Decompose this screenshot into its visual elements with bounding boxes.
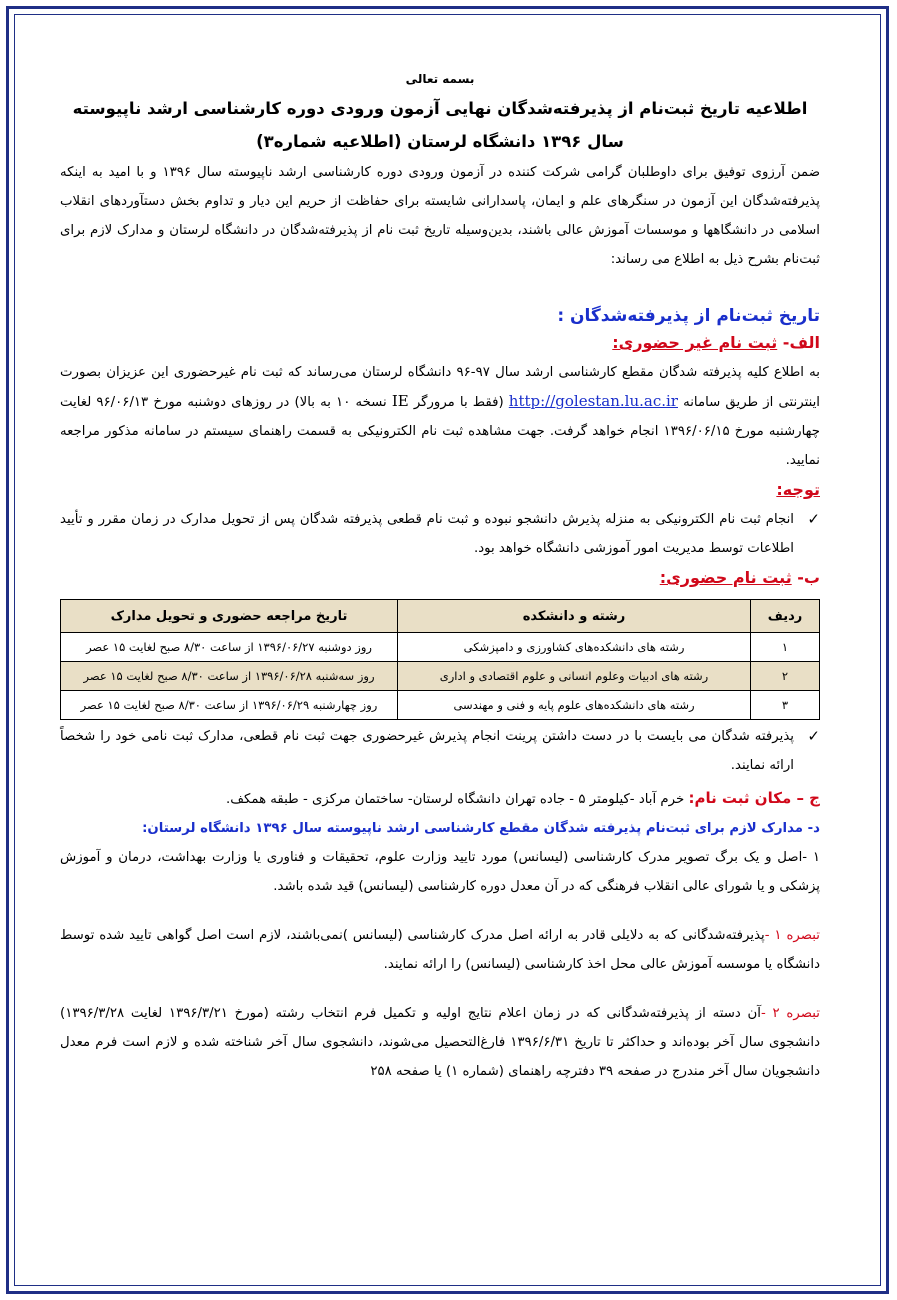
registration-schedule-table [60, 599, 820, 720]
heading-in-person-registration [60, 563, 820, 593]
location-line [60, 784, 820, 814]
online-text-2: (فقط با مرورگر [408, 395, 509, 410]
note-text: انجام ثبت نام الکترونیکی به منزله پذیرش دانشجو نبوده و ثبت نام قطعی پذیرفته شدگان پس از تحویل مدارک در زمان مقرر و تأیید اطلاعات توسط مدیریت امور آموزشی دانشگاه خواهد بود. [60, 512, 794, 556]
title-line-2: سال ۱۳۹۶ دانشگاه لرستان (اطلاعیه شماره۳) [256, 132, 624, 151]
online-registration-paragraph [60, 358, 820, 475]
document-item-1: ۱ -اصل و یک برگ تصویر مدرک کارشناسی (لیسانس) مورد تایید وزارت علوم، تحقیقات و فناوری یا وزارت بهداشت، درمان و آموزش پزشکی و یا شورای عالی انقلاب فرهنگی که در آن معدل دوره کارشناسی (لیسانس) قید شده باشد. [60, 850, 820, 894]
heading-online-registration [60, 328, 820, 358]
announcement-page [60, 72, 820, 1086]
online-text-1: به اطلاع کلیه پذیرفته شدگان مقطع کارشناسی ارشد سال ۹۷-۹۶ دانشگاه لرستان می‌رساند که ثبت نام غیرحضوری این عزیزان بصورت اینترنتی از طریق سامانه [60, 365, 820, 410]
note-2-label: تبصره ۲ - [760, 1006, 820, 1021]
note-1 [60, 921, 820, 979]
cell-row-number: ۱ [751, 633, 820, 662]
browser-name: IE [391, 392, 409, 410]
note-heading [60, 475, 820, 505]
heading-title: ثبت نام حضوری: [659, 568, 792, 587]
check-icon: ✓ [807, 510, 820, 528]
note-2-text: آن دسته از پذیرفته‌شدگانی که در زمان اعلام نتایج اولیه و تکمیل فرم انتخاب رشته (مورخ ۱۳۹۶/۳/۲۱ لغایت ۱۳۹۶/۳/۲۸) دانشجوی سال آخر بوده‌اند و حداکثر تا تاریخ ۱۳۹۶/۶/۳۱ فارغ‌التحصیل می‌شوند، دانشجوی سال آخر شناخته شده و لازم است فرم معدل دانشجویان سال آخر مندرج در صفحه ۳۹ دفترچه راهنمای (شماره ۱) یا صفحه ۲۵۸ [60, 1006, 820, 1079]
spacer [60, 901, 820, 921]
note-1-text: پذیرفته‌شدگانی که به دلایلی قادر به ارائه اصل مدرک کارشناسی (لیسانس )نمی‌باشند، لازم است اصل گواهی تایید شده توسط دانشگاه یا موسسه آموزش عالی محل اخذ کارشناسی (لیسانس) را ارائه نمایند. [60, 928, 820, 972]
intro-paragraph: ضمن آرزوی توفیق برای داوطلبان گرامی شرکت کننده در آزمون ورودی دوره کارشناسی ارشد ناپیوسته سال ۱۳۹۶ و با امید به اینکه پذیرفته‌شدگان این آزمون در سنگرهای علم و ایمان، پاسدارانی شایسته برای حفاظت از حریم این دیار و تداوم بخش دستآوردهای انقلاب اسلامی در دانشگاهها و موسسات آموزش عالی باشند، بدین‌وسیله تاریخ ثبت نام از پذیرفته‌شدگان در دانشگاه لرستان و مدارک لازم برای ثبت‌نام بشرح ذیل به اطلاع می رساند: [60, 165, 820, 267]
col-header-field: رشته و دانشکده [398, 600, 751, 633]
title-line-1: اطلاعیه تاریخ ثبت‌نام از پذیرفته‌شدگان نهایی آزمون ورودی دوره کارشناسی ارشد ناپیوسته [72, 99, 808, 118]
table-row [61, 662, 820, 691]
cell-row-number: ۲ [751, 662, 820, 691]
col-header-row-number: ردیف [751, 600, 820, 633]
location-label: ج – مکان ثبت نام: [688, 789, 820, 807]
heading-prefix: الف- [777, 333, 820, 352]
golestan-link[interactable]: http://golestan.lu.ac.ir [508, 392, 678, 410]
documents-heading: د- مدارک لازم برای ثبت‌نام پذیرفته شدگان مقطع کارشناسی ارشد ناپیوسته سال ۱۳۹۶ دانشگاه لرستان: [142, 821, 820, 836]
table-row [61, 691, 820, 720]
check-icon: ✓ [807, 727, 820, 745]
table-header-row [61, 600, 820, 633]
after-table-item [60, 722, 820, 780]
section-heading: تاریخ ثبت‌نام از پذیرفته‌شدگان : [557, 306, 820, 326]
cell-field: رشته های دانشکده‌های علوم پایه و فنی و مهندسی [398, 691, 751, 720]
cell-date: روز چهارشنبه ۱۳۹۶/۰۶/۲۹ از ساعت ۸/۳۰ صبح لغایت ۱۵ عصر [61, 691, 398, 720]
note-2 [60, 999, 820, 1086]
cell-date: روز دوشنبه ۱۳۹۶/۰۶/۲۷ از ساعت ۸/۳۰ صبح لغایت ۱۵ عصر [61, 633, 398, 662]
basmala: بسمه تعالی [405, 72, 475, 86]
note-1-label: تبصره ۱ - [764, 928, 820, 943]
cell-field: رشته های ادبیات وعلوم انسانی و علوم اقتصادی و اداری [398, 662, 751, 691]
table-row [61, 633, 820, 662]
cell-row-number: ۳ [751, 691, 820, 720]
spacer [60, 979, 820, 999]
cell-field: رشته های دانشکده‌های کشاورزی و دامپزشکی [398, 633, 751, 662]
note-item [60, 505, 820, 563]
heading-prefix: ب- [791, 568, 820, 587]
cell-date: روز سه‌شنبه ۱۳۹۶/۰۶/۲۸ از ساعت ۸/۳۰ صبح لغایت ۱۵ عصر [61, 662, 398, 691]
location-text: خرم آباد -کیلومتر ۵ - جاده تهران دانشگاه لرستان- ساختمان مرکزی - طبقه همکف. [226, 792, 689, 807]
spacer [60, 274, 820, 294]
col-header-date: تاریخ مراجعه حضوری و تحویل مدارک [61, 600, 398, 633]
heading-title: ثبت نام غیر حضوری: [612, 333, 778, 352]
online-text-3: نسخه ۱۰ به بالا) در روزهای دوشنبه مورخ ۹۶/۰۶/۱۳ لغایت چهارشنبه مورخ ۱۳۹۶/۰۶/۱۵ انجام خواهد گرفت. جهت مشاهده ثبت نام الکترونیکی به قسمت راهنمای سیستم در سامانه مذکور مراجعه نمایید. [60, 395, 820, 468]
after-table-text: پذیرفته شدگان می بایست با در دست داشتن پرینت انجام پذیرش غیرحضوری جهت ثبت نام قطعی، مدارک ثبت نامی خود را شخصاً ارائه نمایند. [60, 729, 794, 773]
note-title: توجه: [776, 480, 820, 499]
